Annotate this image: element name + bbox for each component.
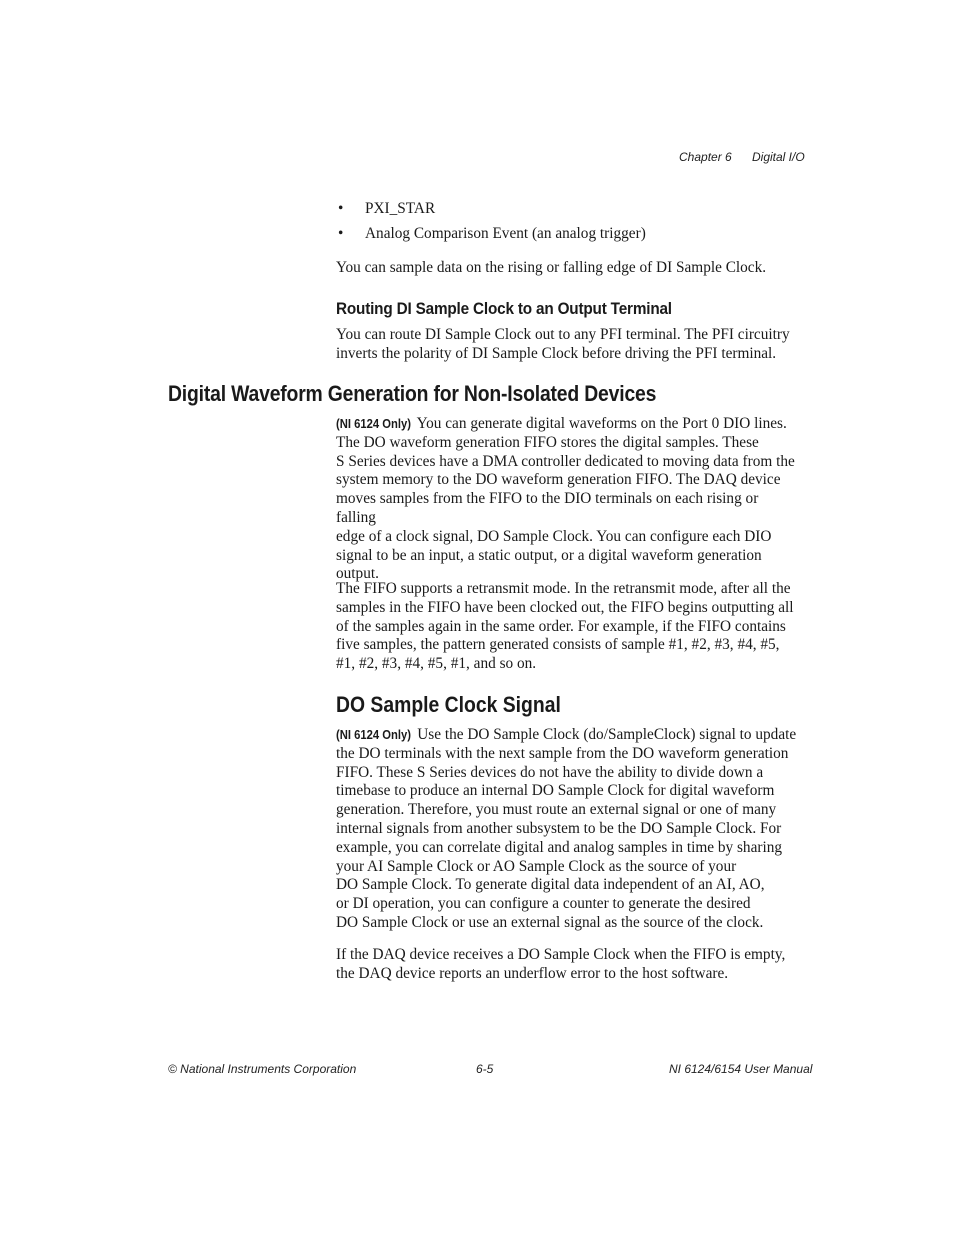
footer-copyright: © National Instruments Corporation [168, 1062, 357, 1076]
running-header-chapter: Chapter 6 [679, 150, 732, 164]
do-clock-heading: DO Sample Clock Signal [336, 692, 561, 717]
footer-manual-title: NI 6124/6154 User Manual [669, 1062, 813, 1076]
footer-page-number: 6-5 [476, 1062, 494, 1076]
waveform-paragraph-1: (NI 6124 Only) You can generate digital waveforms on the Port 0 DIO lines. The DO waveform generation FIFO stores the digital samples. These S Series devices have a DMA controller dedicated to moving data from the system memory to the DO waveform generation FIFO. The DAQ device moves samples from the FIFO to the DIO terminals on each rising or falling edge of a clock signal, DO Sample Clock. You can configure each DIO signal to be an input, a static output, or a digital waveform generation output. [336, 415, 795, 583]
do-clock-paragraph-2: If the DAQ device receives a DO Sample Clock when the FIFO is empty, the DAQ device reports an underflow error to the host software. [336, 946, 786, 982]
routing-heading: Routing DI Sample Clock to an Output Terminal [336, 299, 672, 318]
bullet-list [336, 200, 800, 250]
running-header-title: Digital I/O [752, 150, 805, 164]
list-item: • PXI_STAR [338, 200, 436, 217]
waveform-heading: Digital Waveform Generation for Non-Isolated Devices [168, 381, 657, 406]
device-note: (NI 6124 Only) [336, 417, 412, 431]
intro-paragraph: You can sample data on the rising or falling edge of DI Sample Clock. [336, 259, 767, 276]
waveform-paragraph-2: The FIFO supports a retransmit mode. In the retransmit mode, after all the samples in the FIFO have been clocked out, the FIFO begins outputting all of the samples again in the same order. For example, if the FIFO contains five samples, the pattern generated consists of sample #1, #2, #3, #4, #5, #1, #2, #3, #4, #5, #1, and so on. [336, 580, 794, 673]
do-clock-paragraph-1: (NI 6124 Only) Use the DO Sample Clock (do/SampleClock) signal to update the DO terminals with the next sample from the DO waveform generation FIFO. These S Series devices do not have the ability to divide down a timebase to produce an internal DO Sample Clock for digital waveform generation. Therefore, you must route an external signal or one of many internal signals from another subsystem to be the DO Sample Clock. For example, you can correlate digital and analog samples in time by sharing your AI Sample Clock or AO Sample Clock as the source of your DO Sample Clock. To generate digital data independent of an AI, AO, or DI operation, you can configure a counter to generate the desired DO Sample Clock or use an external signal as the source of the clock. [336, 726, 797, 931]
list-item: • Analog Comparison Event (an analog trigger) [338, 224, 646, 242]
device-note: (NI 6124 Only) [336, 728, 412, 742]
bullet-icon: • [338, 224, 344, 242]
bullet-icon: • [338, 200, 344, 217]
routing-paragraph: You can route DI Sample Clock out to any PFI terminal. The PFI circuitry inverts the polarity of DI Sample Clock before driving the PFI terminal. [336, 326, 790, 362]
